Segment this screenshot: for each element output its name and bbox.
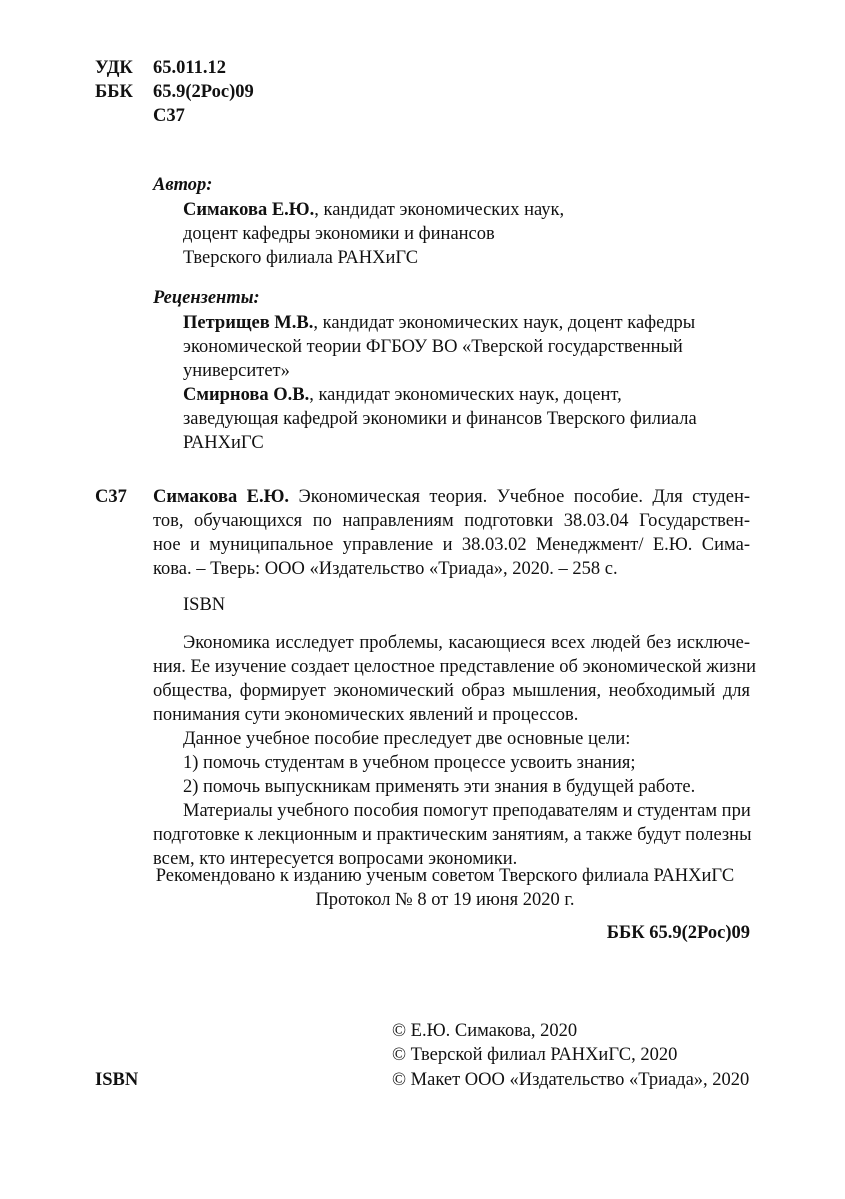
citation-line: кова. – Тверь: ООО «Издательство «Триада», 2020. – 258 с. <box>153 559 618 579</box>
author-heading: Автор: <box>153 175 213 195</box>
citation-author: Симакова Е.Ю. <box>153 487 290 507</box>
author-line: Симакова Е.Ю., кандидат экономических наук, <box>183 200 565 220</box>
citation-line: Симакова Е.Ю. Экономическая теория. Учебное пособие. Для студен- <box>153 487 750 507</box>
reviewer-line: Петрищев М.В., кандидат экономических наук, доцент кафедры <box>183 313 696 333</box>
copyright-line: © Макет ООО «Издательство «Триада», 2020 <box>392 1070 750 1090</box>
copyright-line: © Тверской филиал РАНХиГС, 2020 <box>392 1045 678 1065</box>
citation-isbn: ISBN <box>183 595 226 615</box>
bbk-value: 65.9(2Рос)09 <box>153 82 254 102</box>
udk-value: 65.011.12 <box>153 58 226 78</box>
reviewer-line: университет» <box>183 361 290 381</box>
abstract-line: понимания сути экономических явлений и процессов. <box>153 705 579 725</box>
abstract-line: ния. Ее изучение создает целостное представление об экономической жизни <box>153 657 757 677</box>
reviewer-name: Смирнова О.В. <box>183 385 310 405</box>
reviewer-line: Смирнова О.В., кандидат экономических наук, доцент, <box>183 385 622 405</box>
author-line: доцент кафедры экономики и финансов <box>183 224 495 244</box>
bbk-label: ББК <box>95 82 133 102</box>
reviewers-heading: Рецензенты: <box>153 288 260 308</box>
recommendation-line: Протокол № 8 от 19 июня 2020 г. <box>315 890 575 910</box>
citation-line: ное и муниципальное управление и 38.03.02 Менеджмент/ Е.Ю. Сима- <box>153 535 750 555</box>
bbk-footer: ББК 65.9(2Рос)09 <box>606 923 750 943</box>
citation-mark: С37 <box>95 487 127 507</box>
abstract-line: Экономика исследует проблемы, касающиеся всех людей без исключе- <box>183 633 750 653</box>
abstract-line: 1) помочь студентам в учебном процессе усвоить знания; <box>183 753 636 773</box>
abstract-line: Данное учебное пособие преследует две основные цели: <box>183 729 631 749</box>
author-line: Тверского филиала РАНХиГС <box>183 248 419 268</box>
author-name: Симакова Е.Ю. <box>183 200 315 220</box>
reviewer-name: Петрищев М.В. <box>183 313 314 333</box>
reviewer-line: заведующая кафедрой экономики и финансов Тверского филиала <box>183 409 697 429</box>
udk-label: УДК <box>95 58 133 78</box>
abstract-line: общества, формирует экономический образ мышления, необходимый для <box>153 681 750 701</box>
citation-line: тов, обучающихся по направлениям подготовки 38.03.04 Государствен- <box>153 511 750 531</box>
reviewer-line: РАНХиГС <box>183 433 264 453</box>
abstract-line: всем, кто интересуется вопросами экономики. <box>153 849 518 869</box>
recommendation-line: Рекомендовано к изданию ученым советом Тверского филиала РАНХиГС <box>155 866 735 886</box>
author-mark: С37 <box>153 106 185 126</box>
copyright-line: © Е.Ю. Симакова, 2020 <box>392 1021 578 1041</box>
abstract-line: Материалы учебного пособия помогут преподавателям и студентам при <box>183 801 751 821</box>
reviewer-line: экономической теории ФГБОУ ВО «Тверской государственный <box>183 337 683 357</box>
abstract-line: 2) помочь выпускникам применять эти знания в будущей работе. <box>183 777 696 797</box>
isbn-footer: ISBN <box>95 1070 139 1090</box>
abstract-line: подготовке к лекционным и практическим занятиям, а также будут полезны <box>153 825 752 845</box>
